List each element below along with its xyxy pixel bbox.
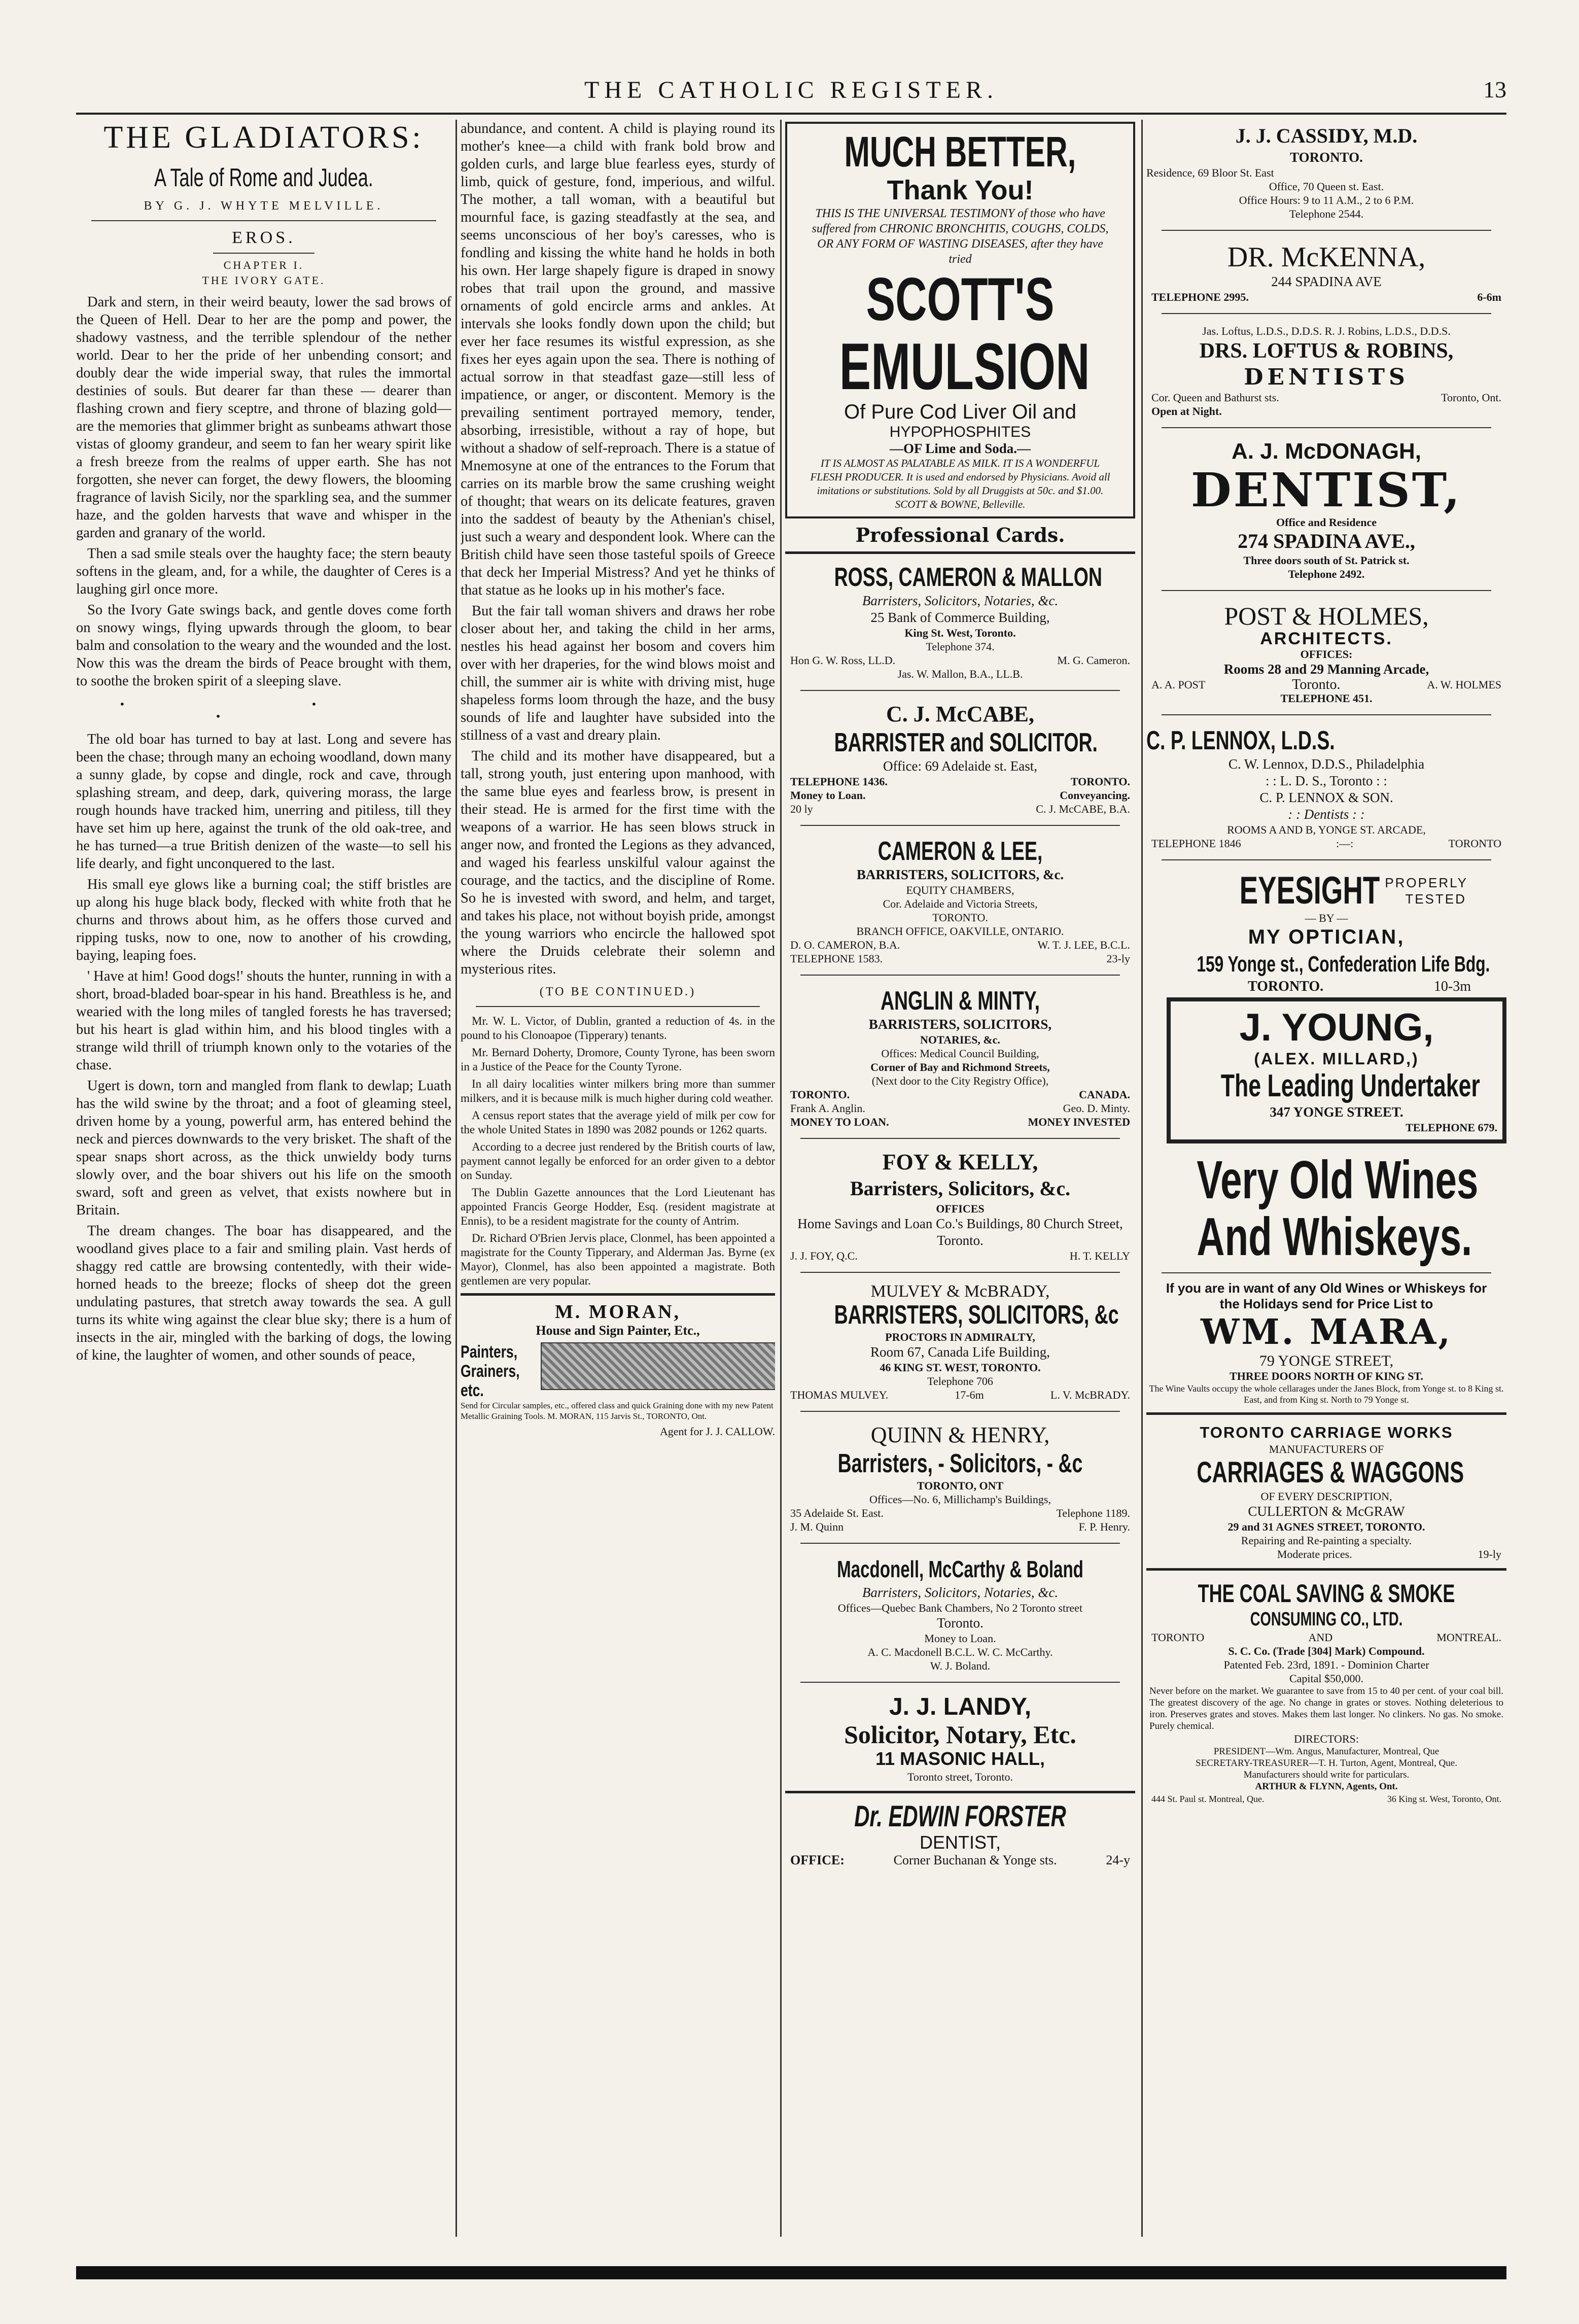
card-telephone: TELEPHONE 679. xyxy=(1406,1121,1497,1134)
card-telephone: TELEPHONE 451. xyxy=(1280,692,1373,705)
card-foy-kelly xyxy=(785,1146,1135,1265)
card-city: Toronto, Ont. xyxy=(1441,391,1501,404)
card-note: 6-6m xyxy=(1477,291,1501,303)
card-line: PROPERLY xyxy=(1385,875,1468,890)
card-partner: Frank A. Anglin. xyxy=(790,1102,865,1115)
card-line: Moderate prices. xyxy=(1277,1548,1352,1560)
card-line: 46 KING ST. WEST, TORONTO. xyxy=(880,1361,1041,1374)
card-name: J. J. LANDY, xyxy=(889,1693,1032,1720)
card-address: Cor. Queen and Bathurst sts. xyxy=(1151,391,1279,404)
page-header xyxy=(76,76,1506,112)
card-note: 10-3m xyxy=(1433,979,1471,994)
card-partner: D. O. CAMERON, B.A. xyxy=(790,939,900,951)
card-post-holmes xyxy=(1146,598,1506,707)
card-landy xyxy=(785,1690,1135,1786)
card-eyesight xyxy=(1146,868,1506,995)
card-line: Rooms 28 and 29 Manning Arcade, xyxy=(1223,662,1429,677)
card-title: Barristers, - Solicitors, - &c xyxy=(837,1449,1083,1478)
card-line: W. J. Boland. xyxy=(930,1659,991,1672)
card-note: 23-ly xyxy=(1106,952,1130,965)
moran-ad xyxy=(461,1301,775,1438)
ad-hypo: HYPOPHOSPHITES xyxy=(889,424,1031,440)
divider xyxy=(800,690,1120,691)
card-line: OF EVERY DESCRIPTION, xyxy=(1260,1490,1392,1503)
card-line: PRESIDENT—Wm. Angus, Manufacturer, Montreal, Que xyxy=(1213,1746,1440,1757)
card-line: 11 MASONIC HALL, xyxy=(875,1748,1045,1769)
divider xyxy=(1162,230,1491,231)
card-address: 79 YONGE STREET, xyxy=(1259,1352,1394,1369)
card-name: MULVEY & McBRADY, xyxy=(870,1282,1050,1301)
card-name: J. YOUNG, xyxy=(1239,1006,1434,1049)
card-city: MONTREAL. xyxy=(1436,1631,1501,1644)
news-item: Mr. W. L. Victor, of Dublin, granted a reduction of 4s. in the pound to his Clonoapoe (Tipperary) tenants. xyxy=(461,1015,775,1042)
story-paragraph: abundance, and content. A child is playing round its mother's knee—a child with frank bold brow and golden curls, and large blue fearless eyes, sturdy of limb, quick of gesture, fond, imperious, and wilful. The mother, a tall woman, with a beautiful but mournful face, is gazing steadfastly at the sea, and seems unconscious of her boy's caresses, who is fondling and kissing the white hand he holds in both his own. Her large shapely figure is draped in snowy robes that trail upon the ground, and massive ornaments of gold encircle arms and ankles. At intervals she looks fondly down upon the child; but ever her face resumes its wistful expression, as she fixes her eyes again upon the sea. There is nothing of actual sorrow in that steadfast gaze—still less of impatience, or anger, or discontent. Memory is the prevailing sentiment portrayed memory, tender, absorbing, irresistible, without a ray of hope, but without a shadow of self-reproach. There is a statue of Mnemosyne at one of the entrances to the Forum that carries on its marble brow the same crushing weight of thought; that wears on its delicate features, graven into the saddest of beauty by the Athenian's chisel, just such a weary and despondent look. Where can the British child have seen those tasteful spoils of Greece that deck her Imperial Mistress? And yet he thinks of that statue as he looks up in his mother's face. xyxy=(461,121,775,598)
card-line: Toronto. xyxy=(937,1615,984,1631)
card-telephone: TELEPHONE 1436. xyxy=(790,775,888,788)
divider xyxy=(800,1411,1120,1412)
card-macdonell xyxy=(785,1551,1135,1675)
news-item: Dr. Richard O'Brien Jervis place, Clonmel, has been appointed a magistrate for the County Tipperary, and Alderman Jas. Byrne (ex Mayor), Clonmel, has also been appointed a magistrate. Both gentlemen are very popular. xyxy=(461,1232,775,1287)
card-line: TESTED xyxy=(1405,891,1466,907)
card-note: MONEY TO LOAN. xyxy=(790,1116,889,1128)
card-line: Home Savings and Loan Co.'s Buildings, 80 Church Street, Toronto. xyxy=(797,1216,1123,1248)
story-paragraph: The old boar has turned to bay at last. Long and severe has been the chase; through many an echoing woodland, down many a sunny glade, by copse and dingle, rock and cave, through splashing stream, and deep, dark, quivering morass, the large rough hounds have tracked him, unerring and pitiless, till they have set him up here, against the trunk of the old oak-tree, and he has turned—a true British denizen of the waste—to sell his life dearly, and fight unconquered to the last. xyxy=(76,732,451,872)
card-note: 19-ly xyxy=(1478,1548,1501,1560)
card-address: Corner Buchanan & Yonge sts. xyxy=(893,1853,1057,1867)
card-line: TORONTO, ONT xyxy=(917,1479,1004,1492)
card-line: Capital $50,000. xyxy=(1289,1672,1364,1685)
card-line: NOTARIES, &c. xyxy=(920,1033,1000,1046)
card-line: 25 Bank of Commerce Building, xyxy=(870,610,1050,625)
card-line: SECRETARY-TREASURER—T. H. Turton, Agent, Montreal, Que. xyxy=(1196,1758,1457,1768)
divider xyxy=(91,220,436,221)
card-name: C. P. LENNOX, L.D.S. xyxy=(1146,726,1335,755)
card-name: DRS. LOFTUS & ROBINS, xyxy=(1199,339,1454,363)
story-paragraph: Ugert is down, torn and mangled from flank to dewlap; Luath has the wild swine by the throat; and a foot of gleaming steel, driven home by a young, powerful arm, has entered behind the neck and pierces downwards to the very brisket. The shaft of the spear snaps short across, as the thick unwieldy body turns slowly over, and the boar shivers out his life on the smooth sward, soft and green as velvet, that exists nowhere but in Britain. xyxy=(76,1078,451,1218)
card-line: Offices: Medical Council Building, xyxy=(881,1047,1039,1060)
news-item: According to a decree just rendered by the British courts of law, payment cannot legally be enforced for an order given to a debtor on Sunday. xyxy=(461,1140,775,1182)
card-name: C. J. McCABE, xyxy=(886,702,1035,726)
news-item: In all dairy localities winter milkers bring more than summer milkers, and it is because milk is much higher during cold weather. xyxy=(461,1078,775,1104)
card-line: 347 YONGE STREET. xyxy=(1270,1104,1403,1120)
ad-thanks: Thank You! xyxy=(887,175,1034,205)
divider xyxy=(1162,590,1491,591)
column-rule xyxy=(455,120,457,2237)
card-line: C. W. Lennox, D.D.S., Philadelphia xyxy=(1228,756,1425,772)
card-line: BRANCH OFFICE, OAKVILLE, ONTARIO. xyxy=(856,925,1064,938)
card-line: Patented Feb. 23rd, 1891. - Dominion Charter xyxy=(1223,1658,1429,1671)
card-line: Corner of Bay and Richmond Streets, xyxy=(870,1061,1050,1073)
card-line: Jas. Loftus, L.D.S., D.D.S. R. J. Robins, L.D.S., D.D.S. xyxy=(1202,325,1451,337)
ad-brand-emulsion: EMULSION xyxy=(839,329,1090,403)
card-name: ROSS, CAMERON & MALLON xyxy=(834,563,1102,592)
chapter-number: CHAPTER I. xyxy=(223,259,304,271)
story-title: THE GLADIATORS: xyxy=(103,120,424,155)
card-line: Cor. Adelaide and Victoria Streets, xyxy=(883,897,1038,910)
card-partner: H. T. KELLY xyxy=(1069,1250,1130,1262)
card-heading: TORONTO CARRIAGE WORKS xyxy=(1200,1424,1453,1441)
story-paragraph: His small eye glows like a burning coal; the stiff bristles are up along his huge black body, flecked with white froth that he churns and throws about him, as he offers those curved and ripping tusks, now to one, now to another of his crowding, baying, leaping foes. xyxy=(76,877,451,963)
card-partner: A. A. POST xyxy=(1151,678,1206,691)
card-name: And Whiskeys. xyxy=(1197,1207,1472,1267)
card-name: CARRIAGES & WAGGONS xyxy=(1197,1456,1464,1489)
card-line: TORONTO. xyxy=(932,911,988,924)
card-forster xyxy=(785,1798,1135,1869)
card-note: Money to Loan. xyxy=(790,789,866,802)
card-body: Never before on the market. We guarantee to save from 15 to 40 per cent. of your coal bill. The greatest discovery of the age. No change in grates or stoves. Nothing deleterious to iron. Preserves grates and stoves. Makes them last longer. No clinkers. No gas. No smoke. Purely chemical. xyxy=(1149,1686,1503,1731)
card-loftus-robins xyxy=(1146,321,1506,420)
card-city: TORONTO. xyxy=(1290,150,1363,165)
card-line: King St. West, Toronto. xyxy=(904,627,1016,639)
story-paragraph: So the Ivory Gate swings back, and gentle doves come forth on snowy wings, flying upwards through the gloom, to bear balm and consolation to the weary and the wounded and the lost. Now this was the dream the birds of Peace brought with them, to soothe the broken spirit of a sleeping slave. xyxy=(76,602,451,689)
card-name: ANGLIN & MINTY, xyxy=(880,986,1040,1016)
card-mccabe xyxy=(785,698,1135,818)
card-title: WM. MARA, xyxy=(1201,1312,1452,1352)
card-lennox xyxy=(1146,722,1506,852)
ad-box-text: Send for Circular samples, etc., offered class and quick Graining done with my new Patent Metallic Graining Tools. M. MORAN, 115 Jarvis St., TORONTO, Ont. xyxy=(461,1401,774,1421)
card-line: CULLERTON & McGRAW xyxy=(1248,1504,1405,1519)
card-coal-saving xyxy=(1146,1576,1506,1808)
header-rule xyxy=(76,113,1506,115)
story-paragraph: Then a sad smile steals over the haughty face; the stern beauty softens in the gleam, and, for a while, the daughter of Ceres is a laughing girl once more. xyxy=(76,546,451,597)
card-telephone: TELEPHONE 2995. xyxy=(1151,291,1249,303)
column-rule xyxy=(1141,120,1143,2237)
card-line: Manufacturers should write for particulars. xyxy=(1243,1770,1410,1780)
card-cameron-lee xyxy=(785,833,1135,967)
card-line: DIRECTORS: xyxy=(1294,1732,1359,1745)
card-name: J. J. CASSIDY, M.D. xyxy=(1235,124,1418,147)
ad-headline: MUCH BETTER, xyxy=(844,128,1076,176)
card-name: CONSUMING CO., LTD. xyxy=(1250,1609,1403,1630)
card-name: FOY & KELLY, xyxy=(882,1150,1038,1174)
card-line: AND xyxy=(1308,1631,1333,1644)
card-telephone: TELEPHONE 1846 xyxy=(1151,837,1241,850)
card-partner: W. T. J. LEE, B.C.L. xyxy=(1037,939,1130,951)
card-line: Offices—No. 6, Millichamp's Buildings, xyxy=(869,1493,1051,1506)
story-paragraph: ' Have at him! Good dogs!' shouts the hunter, running in with a short, broad-bladed boar-spear in his hand. Breathless is he, and wearied with the long miles of tangled forests he has traversed; but his heart is glad within him, and his blood tingles with a strange wild thrill of triumph known only to the votaries of the chase. xyxy=(76,968,451,1073)
card-line: Room 67, Canada Life Building, xyxy=(870,1344,1050,1360)
card-country: CANADA. xyxy=(1079,1088,1130,1101)
card-address: 444 St. Paul st. Montreal, Que. xyxy=(1151,1794,1265,1804)
divider xyxy=(785,551,1135,554)
divider xyxy=(476,1006,760,1007)
news-item: The Dublin Gazette announces that the Lord Lieutenant has appointed Francis George Hodder, Esq. (resident magistrate at Ennis), to be a resident magistrate for the county of Antrim. xyxy=(461,1186,775,1227)
divider xyxy=(213,253,314,254)
card-line: OFFICES xyxy=(936,1202,985,1215)
bottom-rule xyxy=(76,2266,1506,2279)
card-line: ARTHUR & FLYNN, Agents, Ont. xyxy=(1255,1781,1398,1792)
story-byline: BY G. J. WHYTE MELVILLE. xyxy=(144,199,384,213)
ad-lime: —OF Lime and Soda.— xyxy=(889,441,1031,456)
news-item: Mr. Bernard Doherty, Dromore, County Tyrone, has been sworn in a Justice of the Peace for the County Tyrone. xyxy=(461,1046,775,1073)
card-title: BARRISTER and SOLICITOR. xyxy=(834,728,1098,757)
chapter-title: THE IVORY GATE. xyxy=(202,274,326,287)
card-separator: :—: xyxy=(1336,837,1354,850)
card-partner: A. W. HOLMES xyxy=(1427,678,1501,691)
card-name: A. J. McDONAGH, xyxy=(1231,439,1422,464)
card-name: CAMERON & LEE, xyxy=(878,837,1043,866)
divider xyxy=(1162,714,1491,715)
card-line: Money to Loan. xyxy=(924,1632,996,1645)
card-name: Macdonell, McCarthy & Boland xyxy=(837,1556,1083,1582)
card-line: Barristers, Solicitors, Notaries, &c. xyxy=(862,593,1059,608)
divider xyxy=(1162,313,1491,314)
card-line: Telephone 706 xyxy=(927,1375,993,1388)
card-city: TORONTO. xyxy=(1070,775,1130,788)
card-note: 24-y xyxy=(1106,1853,1130,1867)
card-wines xyxy=(1146,1149,1506,1407)
divider xyxy=(800,825,1120,826)
card-line: A. C. Macdonell B.C.L. W. C. McCarthy. xyxy=(867,1646,1053,1658)
divider xyxy=(1162,859,1491,860)
card-line: Office and Residence xyxy=(1276,516,1377,529)
card-quinn-henry xyxy=(785,1419,1135,1536)
card-line: 29 and 31 AGNES STREET, TORONTO. xyxy=(1227,1520,1425,1533)
card-line: The Wine Vaults occupy the whole cellarages under the Janes Block, from Yonge st. to 8 King st. East, and from King st. North to 79 Yonge st. xyxy=(1149,1383,1504,1405)
ornament-divider: • • • xyxy=(119,698,408,722)
card-line: Jas. W. Mallon, B.A., LL.B. xyxy=(897,668,1023,680)
divider xyxy=(1146,1568,1506,1571)
card-line: Offices—Quebec Bank Chambers, No 2 Toronto street xyxy=(837,1602,1083,1614)
story-paragraph: But the fair tall woman shivers and draws her robe closer about her, and taking the child in her arms, nestles his head against her bosom and covers him over with her draperies, for the wind blows moist and chill, the summer air is white with driving mist, huge shapeless forms loom through the haze, and the busy sounds of life and laughter have subsided into the stillness of a vast and dreary plain. xyxy=(461,603,775,743)
card-mulvey xyxy=(785,1280,1135,1404)
card-name: DR. McKENNA, xyxy=(1227,241,1426,273)
column-story xyxy=(76,120,451,2237)
card-title: DENTIST, xyxy=(1190,463,1462,517)
card-line: Telephone 2492. xyxy=(1288,568,1365,580)
grainer-sample-icon xyxy=(541,1342,775,1390)
card-city: Toronto. xyxy=(1292,677,1341,692)
divider xyxy=(800,1138,1120,1139)
continued-note: (TO BE CONTINUED.) xyxy=(539,985,696,998)
card-line: EQUITY CHAMBERS, xyxy=(906,884,1014,896)
card-partner: Hon G. W. Ross, LL.D. xyxy=(790,654,896,667)
card-name: QUINN & HENRY, xyxy=(870,1423,1050,1447)
ad-testimony: THIS IS THE UNIVERSAL TESTIMONY of those who have suffered from CHRONIC BRONCHITIS, COUGHS, COLDS, OR ANY FORM OF WASTING DISEASES, after they have tried xyxy=(812,207,1109,266)
card-line: Open at Night. xyxy=(1151,405,1222,418)
card-title: BARRISTERS, SOLICITORS, xyxy=(868,1017,1052,1032)
card-partner: M. G. Cameron. xyxy=(1057,654,1130,667)
card-name: Dr. EDWIN FORSTER xyxy=(854,1800,1066,1833)
story-subtitle: A Tale of Rome and Judea. xyxy=(154,163,373,192)
ad-brand-scotts: SCOTT'S xyxy=(866,265,1055,333)
card-line: : : Dentists : : xyxy=(1288,807,1365,822)
card-address: 36 King st. West, Toronto, Ont. xyxy=(1387,1794,1501,1804)
story-paragraph: The child and its mother have disappeared, but a tall, strong youth, just entering upon manhood, with the same blue eyes and fearless brow, is present in their stead. He is armed for the first time with the weapons of a warrior. He has seen blows struck in anger now, and fronted the Legions as they advanced, and waged his fearless unskilful valour against the courage, and the tactics, and the discipline of Rome. So he is invested with sword, and helm, and target, and takes his place, not without boyish pride, amongst the young warriors who encircle the hallowed spot where the Druids celebrate their solemn and mysterious rites. xyxy=(461,748,775,977)
card-line: Toronto street, Toronto. xyxy=(907,1771,1013,1783)
card-line: 274 SPADINA AVE., xyxy=(1238,530,1415,552)
card-city: TORONTO. xyxy=(1248,979,1324,994)
column-advertisements xyxy=(1146,120,1506,2237)
card-line: 244 SPADINA AVE xyxy=(1271,274,1382,289)
card-ross-cameron xyxy=(785,559,1135,683)
card-line: PROCTORS IN ADMIRALTY, xyxy=(885,1331,1035,1343)
card-mckenna xyxy=(1146,238,1506,306)
card-line: (Next door to the City Registry Office), xyxy=(871,1074,1049,1087)
ad-footer: IT IS ALMOST AS PALATABLE AS MILK. IT IS A WONDERFUL FLESH PRODUCER. It is used and endorsed by Physicians. Avoid all imitations or substitutions. Sold by all Druggists at 50c. and $1.00. SCOTT & BOWNE, Belleville. xyxy=(810,457,1110,510)
card-name: THE COAL SAVING & SMOKE xyxy=(1198,1579,1455,1608)
ad-tagline: House and Sign Painter, Etc., xyxy=(536,1323,700,1338)
card-title: DENTIST, xyxy=(919,1832,1001,1853)
card-note: 20 ly xyxy=(790,803,813,815)
card-line: If you are in want of any Old Wines or Whiskeys for the Holidays send for Price List to xyxy=(1166,1280,1487,1311)
card-address: 35 Adelaide St. East. xyxy=(790,1507,884,1519)
card-line: Office, 70 Queen st. East. xyxy=(1269,180,1384,193)
ad-box-title: Painters, Grainers, etc. xyxy=(461,1342,520,1400)
column-rule xyxy=(780,120,782,2237)
card-cassidy xyxy=(1146,120,1506,223)
card-line: OFFICES: xyxy=(1300,648,1353,661)
scott-emulsion-ad xyxy=(785,122,1135,518)
card-title: DENTISTS xyxy=(1244,364,1409,390)
divider xyxy=(461,1293,775,1296)
card-title: The Leading Undertaker xyxy=(1220,1068,1480,1103)
card-partner: Geo. D. Minty. xyxy=(1063,1102,1130,1115)
card-name: POST & HOLMES, xyxy=(1224,602,1429,630)
card-city: TORONTO. xyxy=(790,1088,850,1101)
card-note: 17-6m xyxy=(955,1389,984,1401)
ad-agent: Agent for J. J. CALLOW. xyxy=(659,1425,775,1438)
card-telephone: TELEPHONE 1583. xyxy=(790,952,883,965)
card-title: ARCHITECTS. xyxy=(1260,629,1393,648)
masthead-title: THE CATHOLIC REGISTER. xyxy=(584,77,998,103)
card-young-undertaker xyxy=(1167,997,1506,1143)
card-line: S. C. Co. (Trade [304] Mark) Compound. xyxy=(1228,1645,1425,1657)
card-line: ROOMS A AND B, YONGE ST. ARCADE, xyxy=(1227,823,1426,836)
card-name: Very Old Wines xyxy=(1197,1150,1479,1210)
card-partner: J. M. Quinn xyxy=(790,1520,844,1533)
card-title: Barristers, Solicitors, &c. xyxy=(850,1177,1071,1200)
card-partner: F. P. Henry. xyxy=(1078,1520,1130,1533)
story-paragraph: The dream changes. The boar has disappeared, and the woodland gives place to a fair and smiling plain. Vast herds of shaggy red cattle are browsing contentedly, with their wide-horned heads to the breeze; flocks of sheep dot the green undulating pastures, that stretch away towards the sea. A gull turns its white wing against the clear blue sky; there is a hum of insects in the air, mingled with the barking of dogs, the lowing of kine, the laughter of women, and other sounds of peace, xyxy=(76,1223,451,1363)
card-note: Conveyancing. xyxy=(1060,789,1130,802)
card-city: TORONTO xyxy=(1151,1631,1205,1644)
card-line: MANUFACTURERS OF xyxy=(1269,1443,1384,1455)
ad-desc: Of Pure Cod Liver Oil and xyxy=(844,401,1076,423)
card-title: BARRISTERS, SOLICITORS, &c xyxy=(834,1300,1119,1330)
divider xyxy=(1162,427,1491,428)
divider xyxy=(785,1791,1135,1793)
card-line: THREE DOORS NORTH OF KING ST. xyxy=(1230,1370,1423,1382)
section-title: EROS. xyxy=(232,228,296,247)
card-title: MY OPTICIAN, xyxy=(1248,926,1405,948)
card-office-label: OFFICE: xyxy=(790,1853,845,1867)
card-line: Telephone 2544. xyxy=(1289,207,1364,220)
card-line: Telephone 374. xyxy=(926,640,995,653)
professional-cards-heading: Professional Cards. xyxy=(855,524,1065,546)
story-paragraph: Dark and stern, in their weird beauty, lower the sad brows of the Queen of Hell. Dear to her are the pomp and power, the shadowy vastness, and the terrible splendour of the nether world. Dear to her the pride of her unbending consort; and doubly dear the wide imperial sway, that rules the immortal destinies of souls. But dearer far than these — dearer than flashing crown and fiery sceptre, and throne of blazing gold—are the memories that glimmer bright as sunbeams athwart those vistas of gloomy grandeur, and seem to fan her weary spirit like a fresh breeze from the realms of upper earth. She has not forgotten, she never can forget, the dewy flowers, the blooming fragrance of lavish Sicily, nor the sparkling sea, and the summer haze, and the golden harvests that wave and whisper in the garden and granary of the world. xyxy=(76,294,451,541)
card-title: BARRISTERS, SOLICITORS, &c. xyxy=(856,867,1064,882)
card-name: EYESIGHT xyxy=(1239,869,1380,912)
card-partner: J. J. FOY, Q.C. xyxy=(790,1250,858,1262)
card-line: : : L. D. S., Toronto : : xyxy=(1266,773,1387,788)
card-note: MONEY INVESTED xyxy=(1028,1116,1130,1128)
card-partner: L. V. McBRADY. xyxy=(1050,1389,1130,1401)
page-number: 13 xyxy=(1483,77,1506,102)
card-line: — BY — xyxy=(1305,912,1348,924)
card-subtitle: (ALEX. MILLARD,) xyxy=(1254,1050,1419,1068)
card-address: 159 Yonge st., Confederation Life Bdg. xyxy=(1197,952,1490,977)
column-professional-cards xyxy=(785,120,1135,2237)
divider xyxy=(1162,1272,1491,1273)
divider xyxy=(800,1272,1120,1273)
card-mcdonagh xyxy=(1146,435,1506,583)
ad-name: M. MORAN, xyxy=(554,1301,681,1323)
divider xyxy=(800,975,1120,976)
card-city: TORONTO xyxy=(1448,837,1501,850)
divider xyxy=(1146,1412,1506,1415)
card-line: Three doors south of St. Patrick st. xyxy=(1243,554,1410,567)
card-line: Office Hours: 9 to 11 A.M., 2 to 6 P.M. xyxy=(1239,194,1414,206)
divider xyxy=(800,1543,1120,1544)
card-anglin-minty xyxy=(785,983,1135,1131)
card-line: Office: 69 Adelaide st. East, xyxy=(883,758,1037,774)
card-title: Solicitor, Notary, Etc. xyxy=(844,1720,1076,1749)
card-line: Repairing and Re-painting a specialty. xyxy=(1241,1534,1412,1547)
card-carriage-works xyxy=(1146,1420,1506,1563)
news-item: A census report states that the average yield of milk per cow for the whole United States in 1890 was 2082 pounds or 1262 quarts. xyxy=(461,1109,775,1136)
card-title: Barristers, Solicitors, Notaries, &c. xyxy=(862,1585,1059,1600)
divider xyxy=(800,1682,1120,1683)
card-line: Residence, 69 Bloor St. East xyxy=(1146,166,1274,179)
card-telephone: Telephone 1189. xyxy=(1056,1507,1130,1519)
card-signature: C. J. McCABE, B.A. xyxy=(1036,803,1130,815)
card-line: C. P. LENNOX & SON. xyxy=(1259,790,1393,805)
card-partner: THOMAS MULVEY. xyxy=(790,1389,889,1401)
column-story-continued xyxy=(461,120,775,2237)
